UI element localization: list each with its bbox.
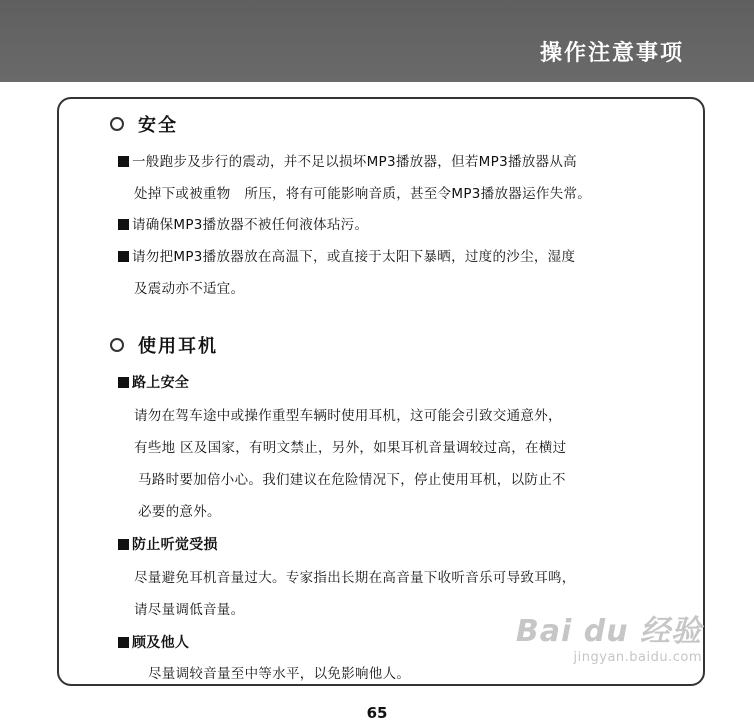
- header-title: 操作注意事项: [539, 41, 684, 66]
- sub-title-hearing: 防止听觉受损: [118, 534, 218, 554]
- sub-title-road-safety: 路上安全: [118, 372, 189, 392]
- square-bullet-icon: [118, 156, 129, 167]
- square-bullet-icon: [118, 219, 129, 230]
- header-bar: [0, 0, 754, 82]
- road-line-1: 请勿在驾车途中或操作重型车辆时使用耳机，这可能会引致交通意外，: [134, 408, 562, 424]
- hearing-line-1: 尽量避免耳机音量过大。专家指出长期在高音量下收听音乐可导致耳鸣，: [134, 570, 576, 586]
- safety-line-1: 一般跑步及步行的震动，并不足以损坏MP3播放器，但若MP3播放器从高: [118, 150, 577, 170]
- safety-line-2: 处掉下或被重物 所压，将有可能影响音质，甚至令MP3播放器运作失常。: [134, 186, 592, 202]
- road-line-2: 有些地 区及国家，有明文禁止，另外，如果耳机音量调较过高，在横过: [134, 440, 567, 456]
- square-bullet-icon: [118, 377, 129, 388]
- circle-bullet-icon: [110, 117, 124, 131]
- watermark-logo: Bai du 经验: [515, 614, 702, 649]
- baidu-watermark: [516, 606, 702, 665]
- safety-line-3: 请确保MP3播放器不被任何液体玷污。: [118, 213, 368, 233]
- page-number: 65: [366, 704, 388, 722]
- road-line-4: 必要的意外。: [138, 504, 221, 520]
- road-line-3: 马路时要加倍小心。我们建议在危险情况下，停止使用耳机，以防止不: [138, 472, 566, 488]
- circle-bullet-icon: [110, 338, 124, 352]
- safety-line-4: 请勿把MP3播放器放在高温下，或直接于太阳下暴晒，过度的沙尘，湿度: [118, 245, 575, 265]
- square-bullet-icon: [118, 251, 129, 262]
- safety-line-5: 及震动亦不适宜。: [134, 281, 245, 297]
- sub-title-others: 顾及他人: [118, 632, 189, 652]
- others-line-1: 尽量调较音量至中等水平，以免影响他人。: [148, 666, 411, 682]
- section-title-safety: 安全: [110, 111, 178, 137]
- hearing-line-2: 请尽量调低音量。: [134, 602, 245, 618]
- square-bullet-icon: [118, 539, 129, 550]
- square-bullet-icon: [118, 637, 129, 648]
- section-title-headphones: 使用耳机: [110, 332, 218, 358]
- watermark-url: jingyan.baidu.com: [573, 650, 702, 665]
